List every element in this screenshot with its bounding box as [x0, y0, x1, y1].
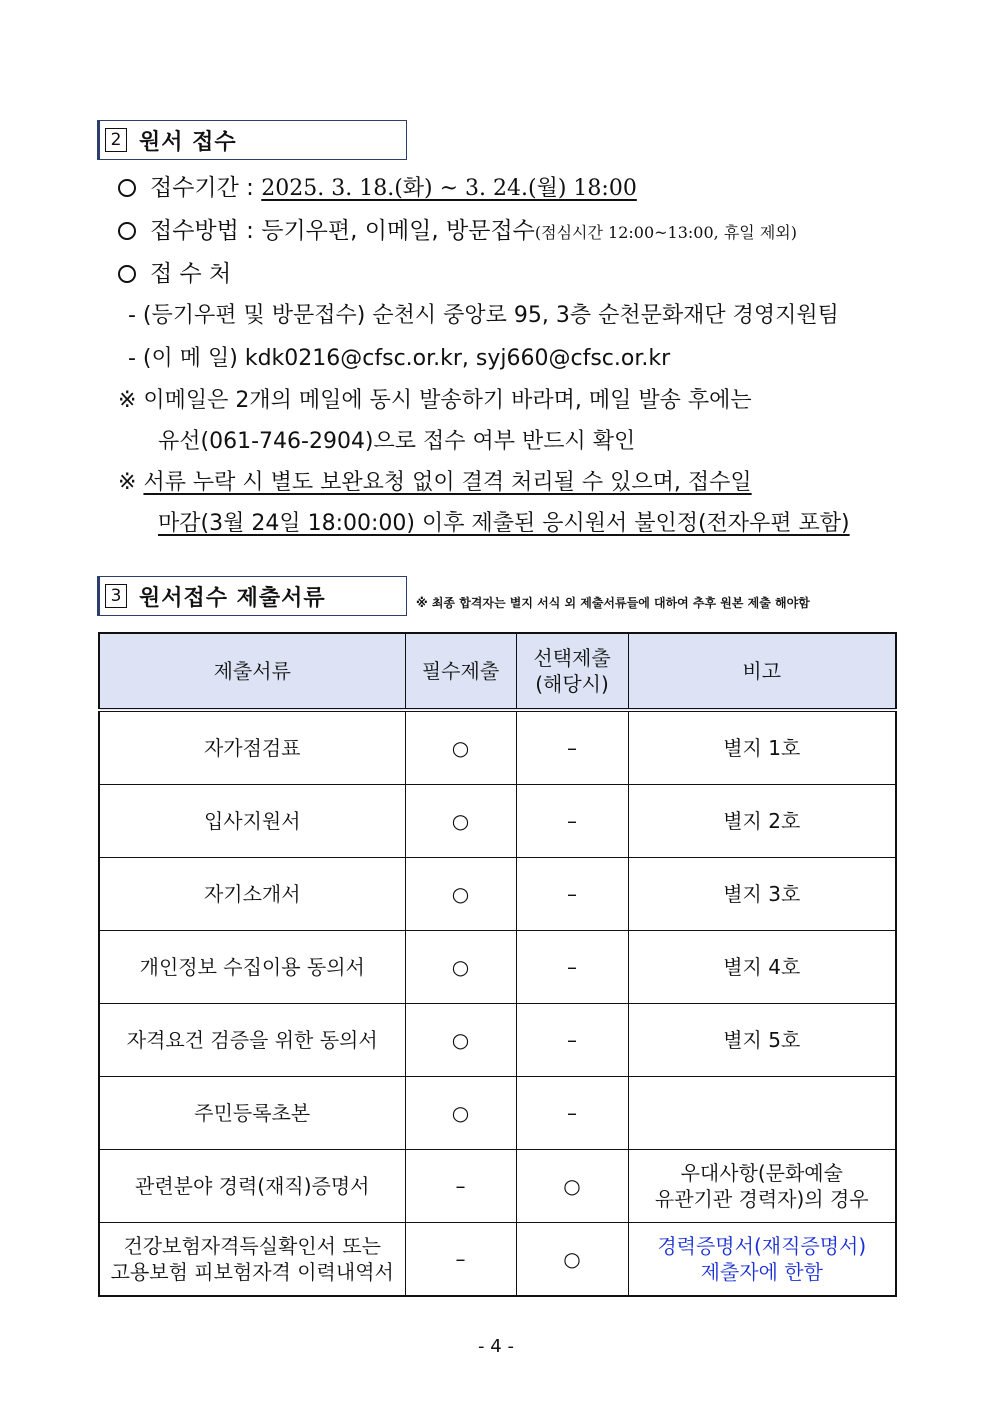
header-optional: 선택제출 (해당시) [516, 633, 628, 710]
cell-remark-highlight: 경력증명서(재직증명서) 제출자에 한함 [628, 1223, 896, 1297]
cell-remark: 별지 1호 [628, 710, 896, 785]
cell-required: ○ [405, 710, 516, 785]
section-3-title: 원서접수 제출서류 [139, 585, 326, 611]
section-2-header [97, 120, 407, 160]
cell-remark: 우대사항(문화예술 유관기관 경력자)의 경우 [628, 1150, 896, 1223]
section-2-title: 원서 접수 [139, 129, 237, 155]
note-mark: ※ [118, 470, 144, 495]
missing-docs-text1: 서류 누락 시 별도 보완요청 없이 결격 처리될 수 있으며, 접수일 [143, 470, 752, 495]
place-line [118, 258, 231, 290]
cell-optional: – [516, 858, 628, 931]
cell-required: ○ [405, 931, 516, 1004]
cell-required: ○ [405, 1077, 516, 1150]
period-label: 접수기간 : [150, 175, 262, 201]
missing-docs-note-line2: 마감(3월 24일 18:00:00) 이후 제출된 응시원서 불인정(전자우편 포함) [158, 511, 850, 536]
table-row [99, 785, 896, 858]
place-email: - (이 메 일) kdk0216@cfsc.or.kr, syj660@cfsc.or.kr [128, 346, 671, 371]
missing-docs-note-line1 [118, 467, 752, 499]
table-header-row [99, 633, 896, 710]
cell-remark [628, 1077, 896, 1150]
cell-required: – [405, 1150, 516, 1223]
cell-optional: – [516, 931, 628, 1004]
header-required: 필수제출 [405, 633, 516, 710]
cell-remark: 별지 3호 [628, 858, 896, 931]
cell-document: 개인정보 수집이용 동의서 [99, 931, 405, 1004]
cell-optional: – [516, 1004, 628, 1077]
cell-document: 입사지원서 [99, 785, 405, 858]
email-note-line1: ※ 이메일은 2개의 메일에 동시 발송하기 바라며, 메일 발송 후에는 [118, 388, 752, 413]
method-label: 접수방법 : 등기우편, 이메일, 방문접수 [150, 218, 535, 244]
cell-document: 주민등록초본 [99, 1077, 405, 1150]
cell-document: 자기소개서 [99, 858, 405, 931]
place-label: 접 수 처 [150, 261, 232, 287]
cell-optional: ○ [516, 1223, 628, 1297]
cell-optional: – [516, 1077, 628, 1150]
cell-required: ○ [405, 785, 516, 858]
documents-table [98, 632, 897, 1297]
period-line [118, 172, 637, 205]
period-value: 2025. 3. 18.(화) ~ 3. 24.(월) 18:00 [261, 176, 637, 201]
table-row [99, 1223, 896, 1297]
method-line [118, 215, 797, 249]
cell-required: ○ [405, 1004, 516, 1077]
cell-document: 건강보험자격득실확인서 또는 고용보험 피보험자격 이력내역서 [99, 1223, 405, 1297]
method-note: (점심시간 12:00~13:00, 휴일 제외) [534, 223, 797, 242]
table-row [99, 858, 896, 931]
header-remark: 비고 [628, 633, 896, 710]
cell-document: 자격요건 검증을 위한 동의서 [99, 1004, 405, 1077]
page-number: - 4 - [478, 1336, 514, 1357]
table-row [99, 1077, 896, 1150]
cell-document: 관련분야 경력(재직)증명서 [99, 1150, 405, 1223]
cell-remark: 별지 5호 [628, 1004, 896, 1077]
table-row [99, 710, 896, 785]
cell-optional: – [516, 710, 628, 785]
circle-bullet-icon [118, 179, 136, 197]
place-address: - (등기우편 및 방문접수) 순천시 중앙로 95, 3층 순천문화재단 경영지원팀 [128, 303, 839, 328]
final-applicant-note: ※ 최종 합격자는 별지 서식 외 제출서류들에 대하여 추후 원본 제출 해야함 [416, 596, 810, 610]
table-row [99, 931, 896, 1004]
table-row [99, 1150, 896, 1223]
cell-document: 자가점검표 [99, 710, 405, 785]
circle-bullet-icon [118, 222, 136, 240]
cell-required: – [405, 1223, 516, 1297]
cell-optional: – [516, 785, 628, 858]
email-note-line2: 유선(061-746-2904)으로 접수 여부 반드시 확인 [158, 429, 636, 454]
cell-required: ○ [405, 858, 516, 931]
cell-remark: 별지 4호 [628, 931, 896, 1004]
section-3-header [97, 576, 407, 616]
section-3-number: 3 [105, 584, 127, 608]
cell-optional: ○ [516, 1150, 628, 1223]
section-2-number: 2 [105, 128, 127, 152]
table-row [99, 1004, 896, 1077]
header-document: 제출서류 [99, 633, 405, 710]
circle-bullet-icon [118, 265, 136, 283]
cell-remark: 별지 2호 [628, 785, 896, 858]
